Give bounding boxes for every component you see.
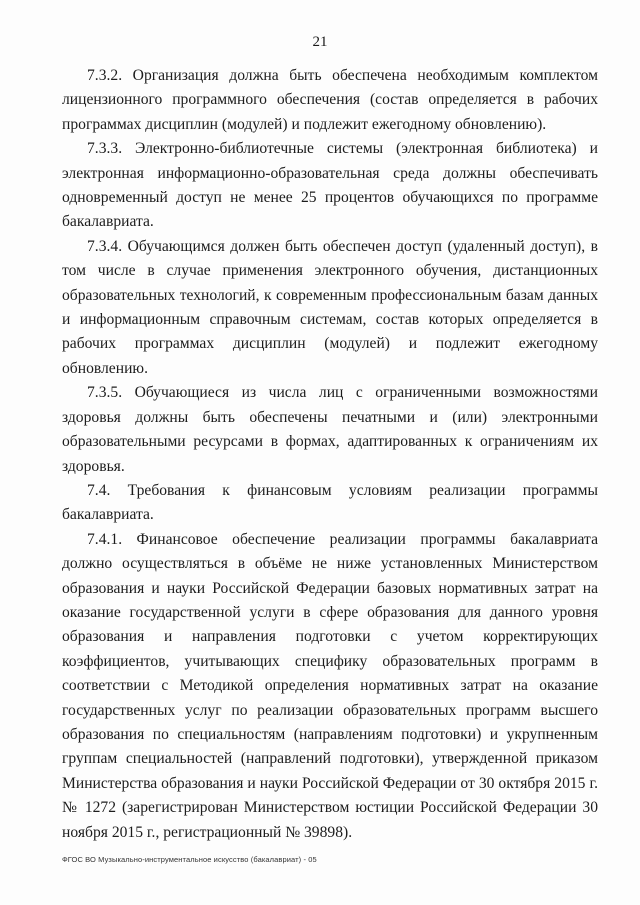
paragraph-7-4-1: 7.4.1. Финансовое обеспечение реализации программы бакалавриата должно осуществляться в объёме не ниже установленных Министерством образования и науки Российской Федерации базовых нормативных затрат на оказание государственной услуги в сфере образования для данного уровня образования и направления подготовки с учетом корректирующих коэффициентов, учитывающих специфику образовательных программ в соответствии с Методикой определения нормативных затрат на оказание государственных услуг по реализации образовательных программ высшего образования по специальностям (направлениям подготовки) и укрупненным группам специальностей (направлений подготовки), утвержденной приказом Министерства образования и науки Российской Федерации от 30 октября 2015 г. № 1272 (зарегистрирован Министерством юстиции Российской Федерации 30 ноября 2015 г., регистрационный № 39898).	[62, 530, 598, 841]
paragraph-7-3-3: 7.3.3. Электронно-библиотечные системы (электронная библиотека) и электронная информационно-образовательная среда должны обеспечивать одновременный доступ не менее 25 процентов обучающихся по программе бакалавриата.	[62, 140, 598, 231]
paragraph-7-4: 7.4. Требования к финансовым условиям реализации программы бакалавриата.	[62, 481, 598, 524]
paragraph-7-3-5: 7.3.5. Обучающиеся из числа лиц с ограниченными возможностями здоровья должны быть обеспечены печатными и (или) электронными образовательными ресурсами в формах, адаптированных к ограничениям их здоровья.	[62, 384, 598, 475]
paragraph-7-3-2: 7.3.2. Организация должна быть обеспечена необходимым комплектом лицензионного программного обеспечения (состав определяется в рабочих программах дисциплин (модулей) и подлежит ежегодному обновлению).	[62, 67, 598, 133]
paragraph-7-3-4: 7.3.4. Обучающимся должен быть обеспечен доступ (удаленный доступ), в том числе в случае применения электронного обучения, дистанционных образовательных технологий, к современным профессиональным базам данных и информационным справочным системам, состав которых определяется в рабочих программах дисциплин (модулей) и подлежит ежегодному обновлению.	[62, 237, 598, 377]
page-number: 21	[312, 34, 328, 50]
page-footer: ФГОС ВО Музыкально-инструментальное искусство (бакалавриат) - 05	[62, 855, 317, 864]
document-body	[62, 64, 598, 845]
